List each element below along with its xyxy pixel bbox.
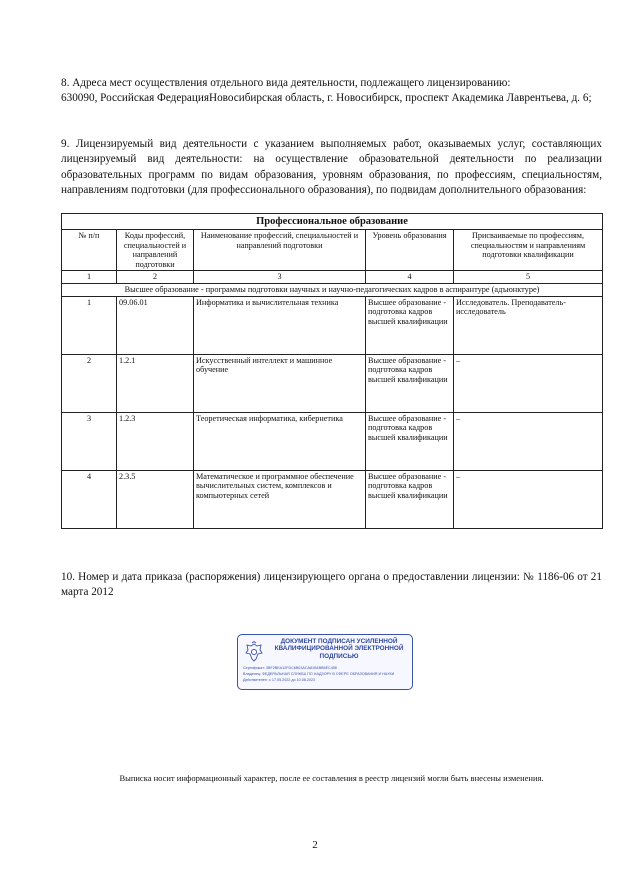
row-name: Теоретическая информатика, кибернетика — [194, 412, 366, 470]
header-codes: Коды профессий, специальностей и направлений подготовки — [117, 230, 194, 271]
row-name: Математическое и программное обеспечение вычислительных систем, комплексов и компьютерных сетей — [194, 470, 366, 528]
column-number: 4 — [366, 271, 454, 284]
table-section-row — [62, 283, 603, 296]
table-column-numbers — [62, 271, 603, 284]
section-8-addresses — [61, 76, 602, 107]
row-level: Высшее образование - подготовка кадров высшей квалификации — [366, 412, 454, 470]
row-index: 1 — [62, 296, 117, 354]
row-level: Высшее образование - подготовка кадров высшей квалификации — [366, 470, 454, 528]
header-level: Уровень образования — [366, 230, 454, 271]
column-number: 1 — [62, 271, 117, 284]
column-number: 5 — [454, 271, 603, 284]
row-index: 3 — [62, 412, 117, 470]
electronic-signature-stamp — [237, 634, 413, 690]
row-qualification: Исследователь. Преподаватель-исследователь — [454, 296, 603, 354]
column-number: 3 — [194, 271, 366, 284]
stamp-validity: Действителен: с 17.05.2022 до 10.08.2023 — [243, 678, 316, 682]
row-qualification: – — [454, 412, 603, 470]
footer-note: Выписка носит информационный характер, после ее составления в реестр лицензий могли быть внесены изменения. — [119, 773, 544, 783]
table-header-row — [62, 230, 603, 271]
table-row — [62, 296, 603, 354]
coat-of-arms-icon — [242, 640, 266, 664]
row-name: Информатика и вычислительная техника — [194, 296, 366, 354]
row-index: 4 — [62, 470, 117, 528]
row-code: 1.2.3 — [117, 412, 194, 470]
section-9-activity: 9. Лицензируемый вид деятельности с указанием выполняемых работ, оказываемых услуг, составляющих лицензируемый вид деятельности: на осуществление образовательной деятельности по реализации образовательных программ по видам образования, уровням образования, по профессиям, специальностям, направлениям подготовки (для профессионального образования), по подвидам дополнительного образования: — [61, 138, 602, 197]
table-row — [62, 470, 603, 528]
education-programs-table — [61, 213, 603, 529]
stamp-title: ДОКУМЕНТ ПОДПИСАН УСИЛЕННОЙ КВАЛИФИЦИРОВАННОЙ ЭЛЕКТРОННОЙ ПОДПИСЬЮ — [274, 638, 404, 660]
row-index: 2 — [62, 354, 117, 412]
header-names: Наименование профессий, специальностей и направлений подготовки — [194, 230, 366, 271]
header-index: № п/п — [62, 230, 117, 271]
table-title: Профессиональное образование — [62, 214, 603, 230]
row-code: 1.2.1 — [117, 354, 194, 412]
stamp-owner: Владелец: ФЕДЕРАЛЬНАЯ СЛУЖБА ПО НАДЗОРУ В СФЕРЕ ОБРАЗОВАНИЯ И НАУКИ — [243, 672, 395, 676]
section-8-address: 630090, Российская ФедерацияНовосибирская область, г. Новосибирск, проспект Академика Лаврентьева, д. 6; — [61, 92, 592, 105]
row-level: Высшее образование - подготовка кадров высшей квалификации — [366, 354, 454, 412]
table-row — [62, 354, 603, 412]
row-name: Искусственный интеллект и машинное обучение — [194, 354, 366, 412]
section-8-heading: 8. Адреса мест осуществления отдельного вида деятельности, подлежащего лицензированию: — [61, 77, 511, 89]
column-number: 2 — [117, 271, 194, 284]
section-10-order: 10. Номер и дата приказа (распоряжения) лицензирующего органа о предоставлении лицензии: № 1186-06 от 21 марта 2012 — [61, 571, 602, 599]
row-level: Высшее образование - подготовка кадров высшей квалификации — [366, 296, 454, 354]
row-code: 09.06.01 — [117, 296, 194, 354]
table-row — [62, 412, 603, 470]
stamp-certificate: Сертификат: 3BF2BEA12FDC6B03ACA81B4BB5EC458 — [243, 666, 337, 670]
row-qualification: – — [454, 470, 603, 528]
row-qualification: – — [454, 354, 603, 412]
section-title: Высшее образование - программы подготовки научных и научно-педагогических кадров в аспирантуре (адъюнктуре) — [62, 283, 603, 296]
page-number: 2 — [312, 839, 318, 851]
row-code: 2.3.5 — [117, 470, 194, 528]
header-qualification: Присваиваемые по профессиям, специальностям и направлениям подготовки квалификации — [454, 230, 603, 271]
